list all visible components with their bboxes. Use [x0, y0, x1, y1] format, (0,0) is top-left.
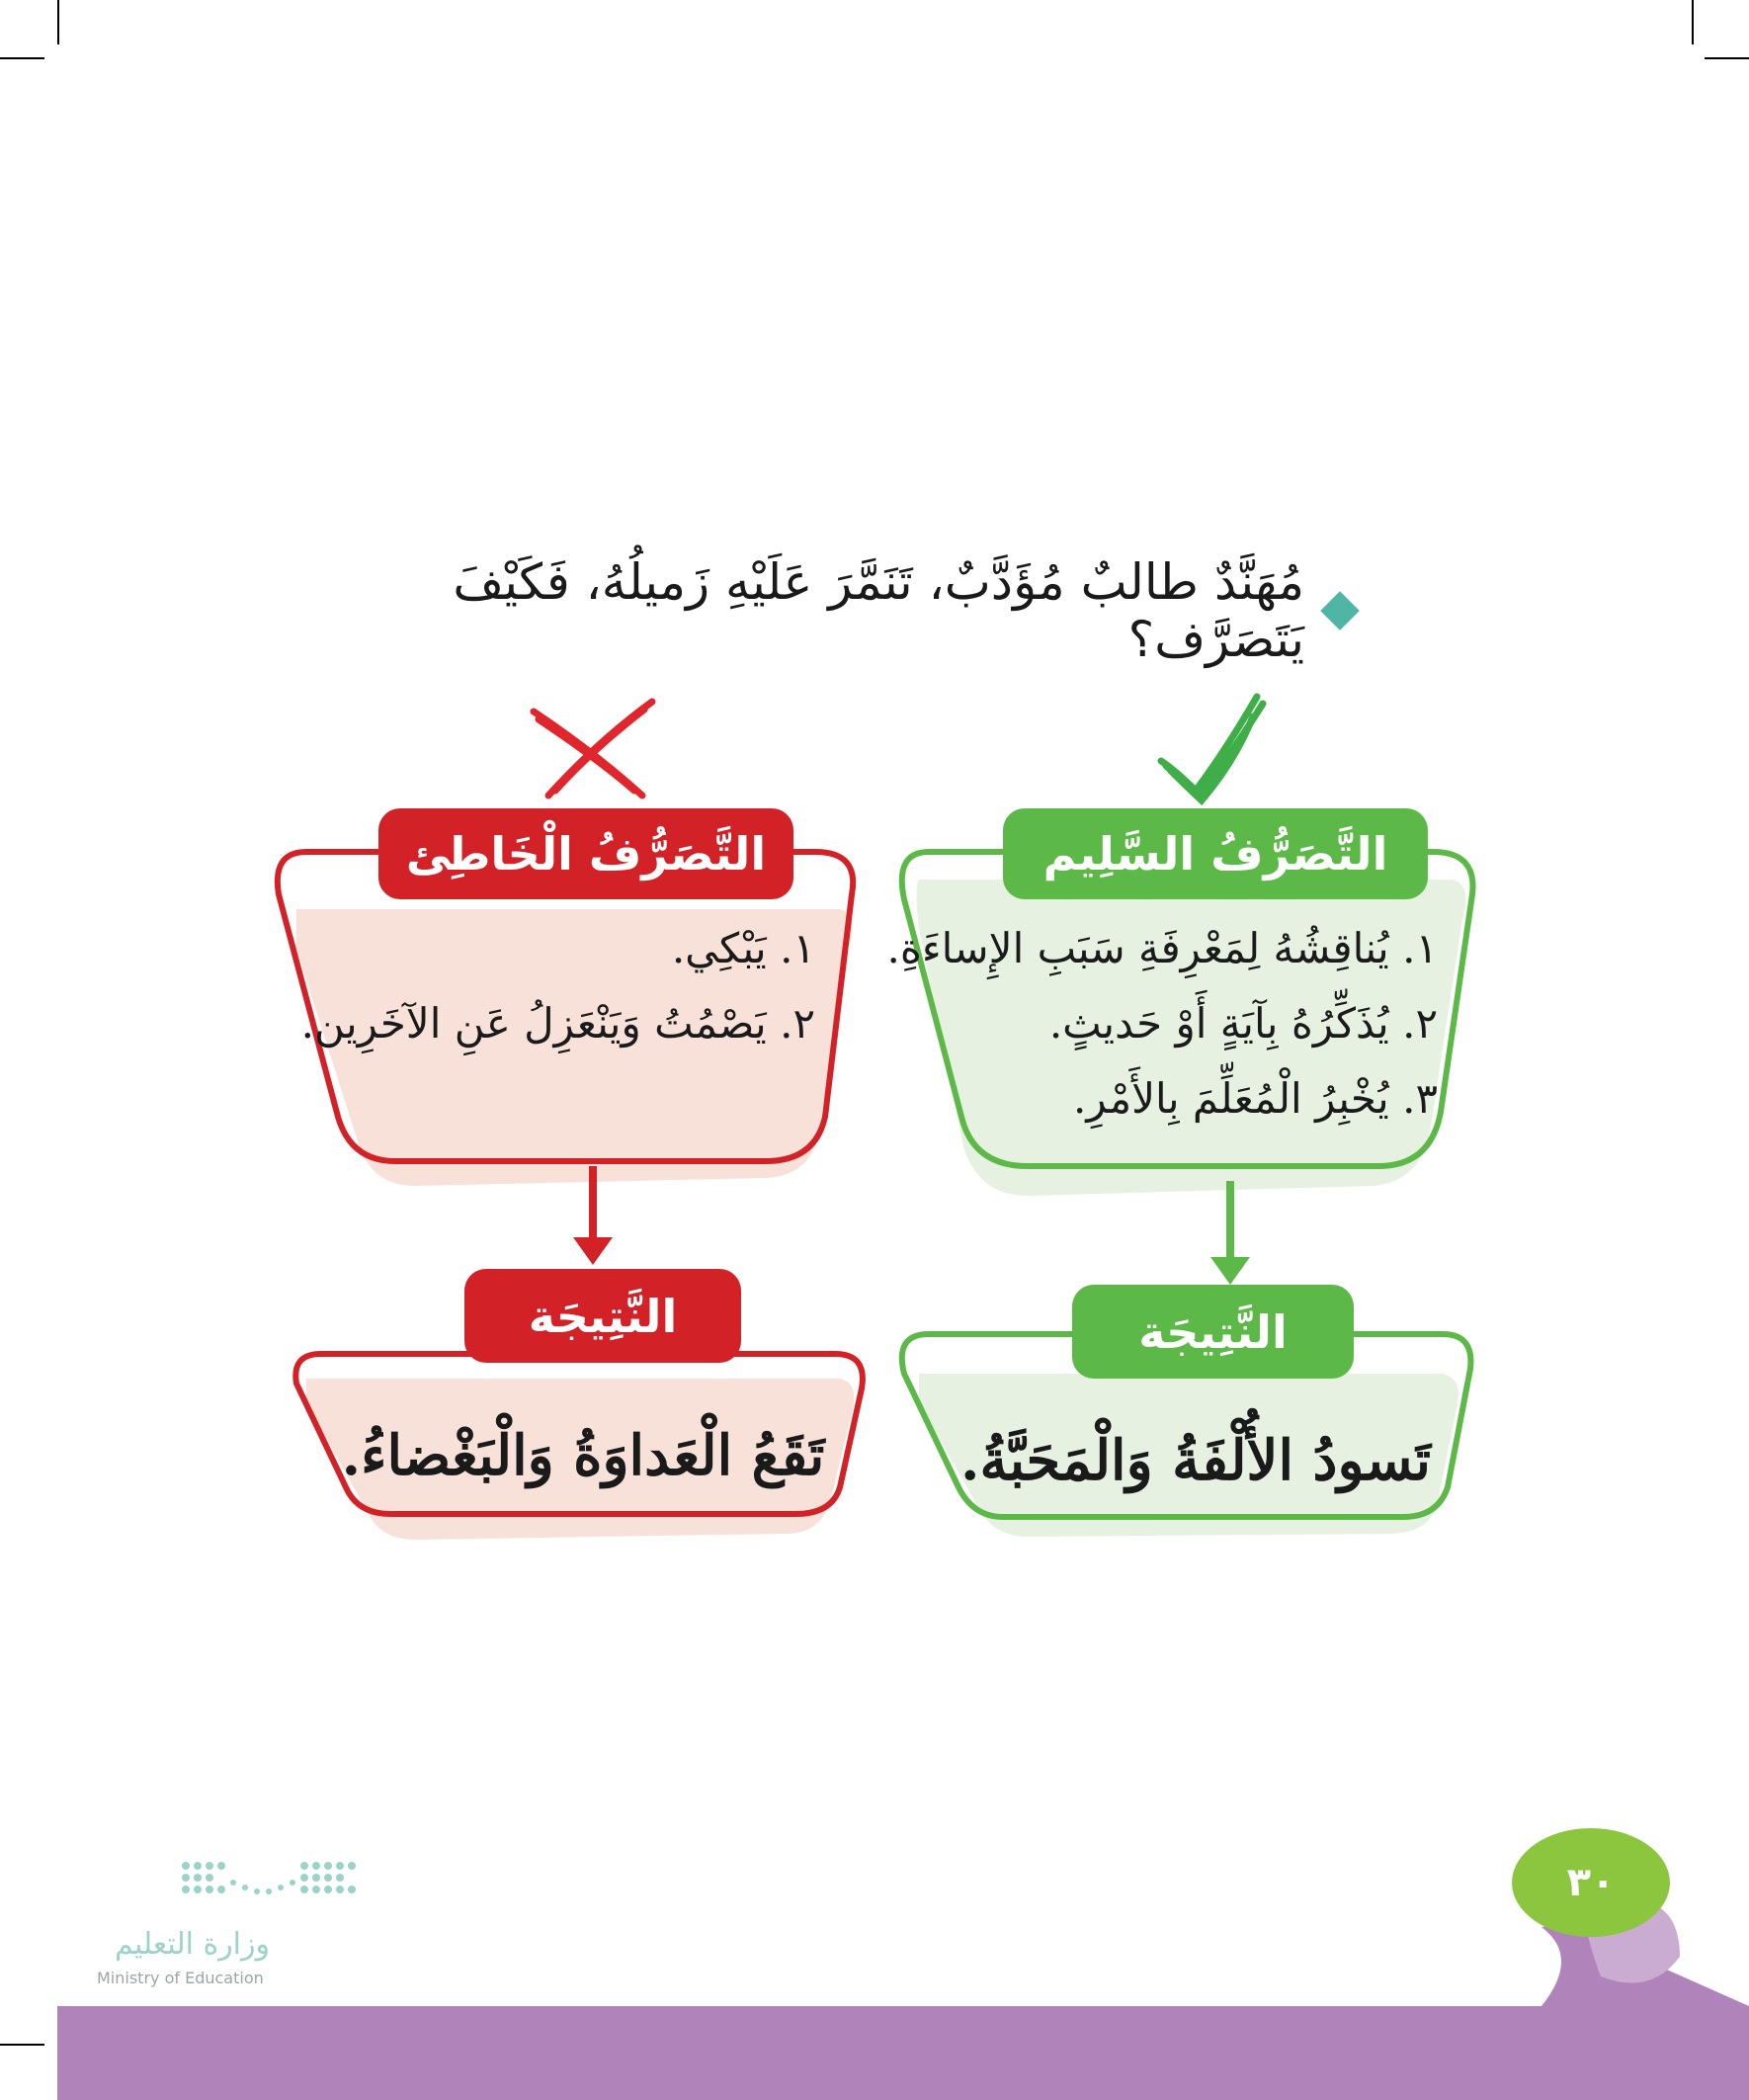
- wrong-result-header-label: النَّتِيجَة: [528, 1289, 678, 1343]
- wrong-result-header: [464, 1269, 741, 1363]
- list-item: ١. يُناقِشُهُ لِمَعْرِفَةِ سَبَبِ الإِساءَةِ.: [886, 924, 1438, 972]
- correct-result-header: [1072, 1285, 1354, 1379]
- wrong-arrow-head: [573, 1237, 613, 1265]
- wrong-header-label: التَّصَرُّفُ الْخَاطِئ: [405, 827, 767, 881]
- correct-list: [886, 911, 1438, 1136]
- x-mark-icon: [534, 702, 652, 796]
- correct-result-text: تَسودُ الأُلْفَةُ وَالْمَحَبَّةُ.: [960, 1428, 1431, 1493]
- correct-header-label: التَّصَرُّفُ السَّلِيم: [1042, 827, 1388, 881]
- wrong-list: [300, 911, 815, 1061]
- correct-header: [1003, 808, 1428, 899]
- question-text: مُهَنَّدٌ طالبٌ مُؤَدَّبٌ، تَنَمَّرَ عَلَيْهِ زَميلُهُ، فَكَيْفَ يَتَصَرَّف؟: [453, 553, 1304, 668]
- list-item: ٢. يَصْمُتُ وَيَنْعَزِلُ عَنِ الآخَرِين.: [300, 999, 815, 1048]
- wrong-header: [378, 808, 793, 899]
- correct-result-header-label: النَّتِيجَة: [1138, 1304, 1288, 1359]
- list-item: ٣. يُخْبِرُ الْمُعَلِّمَ بِالأَمْرِ.: [1073, 1074, 1438, 1123]
- page-number: ٣٠: [1566, 1860, 1616, 1905]
- correct-arrow-head: [1210, 1257, 1250, 1285]
- ministry-logo-icon: [182, 1862, 356, 1894]
- ministry-logo-arabic: وزارة التعليم: [114, 1927, 270, 1962]
- check-mark-icon: [1161, 697, 1263, 800]
- wrong-result-text: تَقَعُ الْعَداوَةُ وَالْبَغْضاءُ.: [341, 1423, 825, 1488]
- list-item: ٢. يُذَكِّرُهُ بِآيَةٍ أَوْ حَديثٍ.: [1048, 999, 1438, 1048]
- footer-band: [57, 1925, 1749, 2100]
- list-item: ١. يَبْكِي.: [671, 924, 815, 972]
- page-number-badge: [1512, 1828, 1670, 1937]
- ministry-logo-english: Ministry of Education: [97, 1969, 264, 1987]
